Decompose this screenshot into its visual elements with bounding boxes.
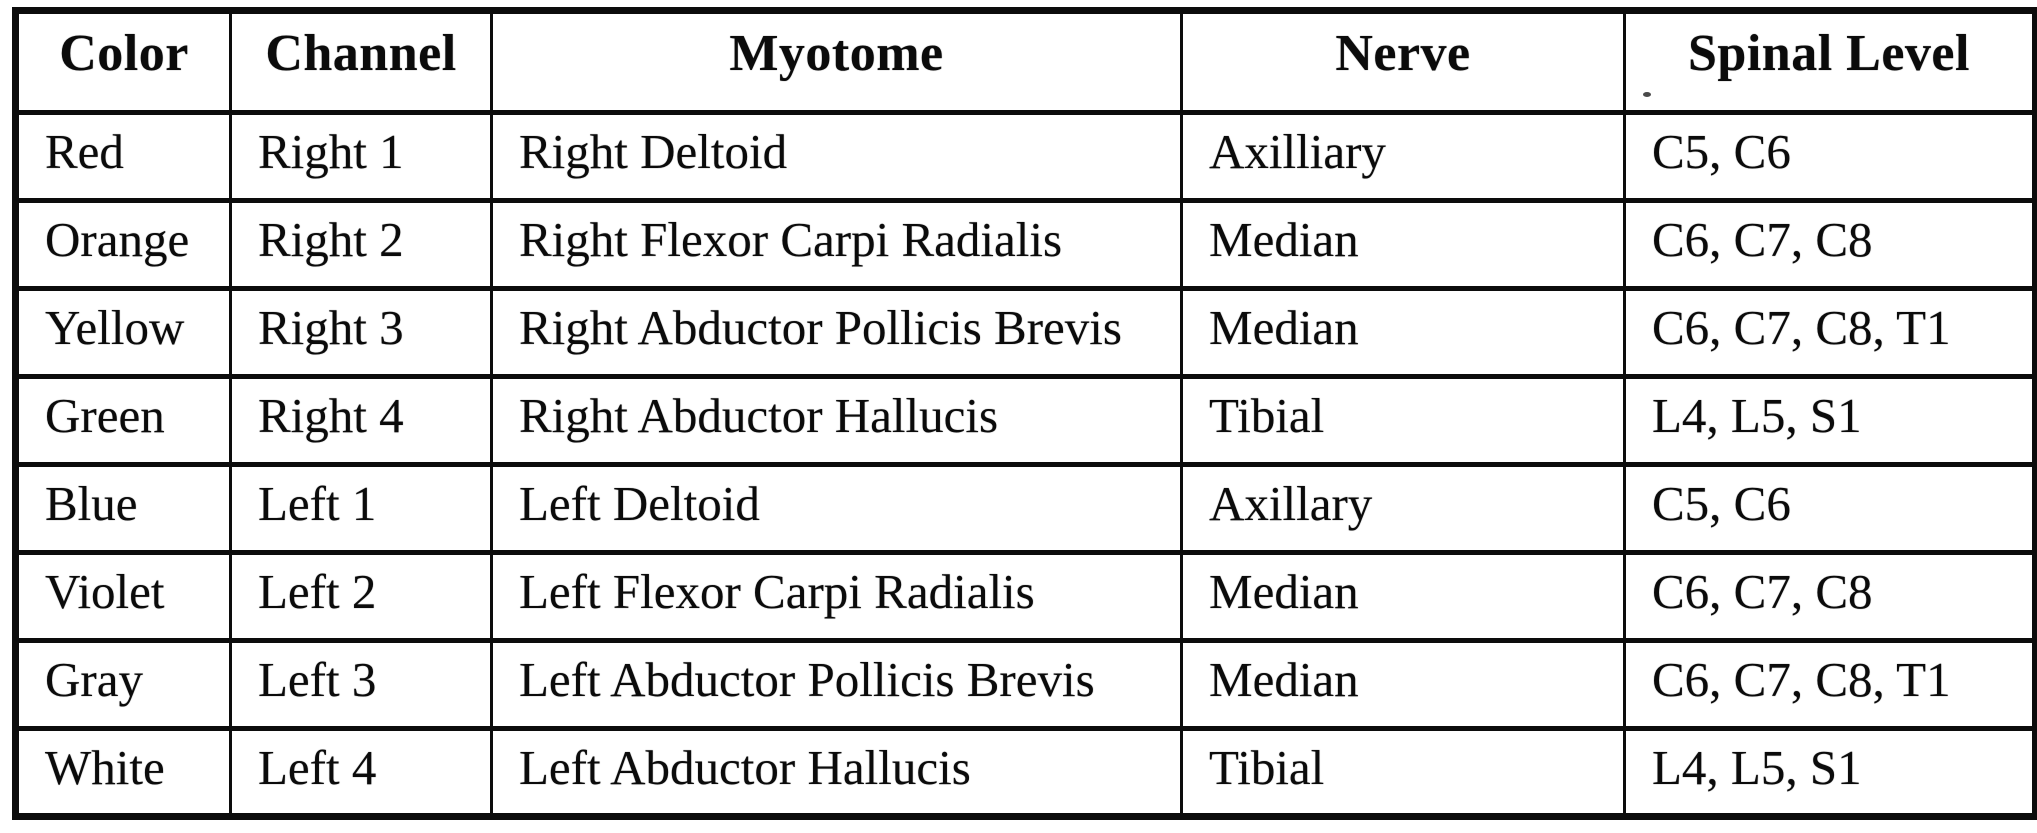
cell-spinal-level: C5, C6	[1625, 113, 2036, 201]
cell-spinal-level: C6, C7, C8, T1	[1625, 289, 2036, 377]
header-color: Color	[16, 11, 231, 113]
cell-nerve: Median	[1182, 553, 1625, 641]
table-row	[16, 465, 2036, 553]
cell-nerve: Tibial	[1182, 377, 1625, 465]
cell-channel: Right 1	[231, 113, 492, 201]
table-row	[16, 289, 2036, 377]
cell-spinal-level: C6, C7, C8, T1	[1625, 641, 2036, 729]
cell-spinal-level: L4, L5, S1	[1625, 377, 2036, 465]
cell-myotome: Right Abductor Pollicis Brevis	[492, 289, 1182, 377]
cell-channel: Right 2	[231, 201, 492, 289]
myotome-channel-table	[12, 7, 2037, 820]
cell-color: Blue	[16, 465, 231, 553]
cell-channel: Left 3	[231, 641, 492, 729]
cell-myotome: Right Abductor Hallucis	[492, 377, 1182, 465]
cell-myotome: Left Abductor Hallucis	[492, 729, 1182, 817]
cell-myotome: Left Abductor Pollicis Brevis	[492, 641, 1182, 729]
cell-nerve: Median	[1182, 289, 1625, 377]
cell-color: Violet	[16, 553, 231, 641]
cell-nerve: Tibial	[1182, 729, 1625, 817]
header-row	[16, 11, 2036, 113]
table-row	[16, 377, 2036, 465]
table-row	[16, 113, 2036, 201]
cell-channel: Right 4	[231, 377, 492, 465]
cell-color: Yellow	[16, 289, 231, 377]
cell-nerve: Median	[1182, 201, 1625, 289]
header-channel: Channel	[231, 11, 492, 113]
table-body	[16, 113, 2036, 817]
cell-channel: Right 3	[231, 289, 492, 377]
cell-spinal-level: C6, C7, C8	[1625, 201, 2036, 289]
table-row	[16, 641, 2036, 729]
table-row	[16, 201, 2036, 289]
cell-nerve: Axilliary	[1182, 113, 1625, 201]
cell-myotome: Right Flexor Carpi Radialis	[492, 201, 1182, 289]
header-spinal-level: Spinal Level	[1625, 11, 2036, 113]
cell-channel: Left 1	[231, 465, 492, 553]
cell-myotome: Left Deltoid	[492, 465, 1182, 553]
cell-color: Gray	[16, 641, 231, 729]
cell-color: Orange	[16, 201, 231, 289]
scan-speck-artifact	[1643, 92, 1651, 97]
header-nerve: Nerve	[1182, 11, 1625, 113]
table-header	[16, 11, 2036, 113]
cell-color: Green	[16, 377, 231, 465]
cell-color: Red	[16, 113, 231, 201]
cell-nerve: Axillary	[1182, 465, 1625, 553]
cell-channel: Left 4	[231, 729, 492, 817]
table-row	[16, 553, 2036, 641]
cell-myotome: Left Flexor Carpi Radialis	[492, 553, 1182, 641]
cell-color: White	[16, 729, 231, 817]
header-myotome: Myotome	[492, 11, 1182, 113]
cell-spinal-level: C6, C7, C8	[1625, 553, 2036, 641]
cell-nerve: Median	[1182, 641, 1625, 729]
cell-channel: Left 2	[231, 553, 492, 641]
cell-spinal-level: L4, L5, S1	[1625, 729, 2036, 817]
cell-spinal-level: C5, C6	[1625, 465, 2036, 553]
table-row	[16, 729, 2036, 817]
cell-myotome: Right Deltoid	[492, 113, 1182, 201]
